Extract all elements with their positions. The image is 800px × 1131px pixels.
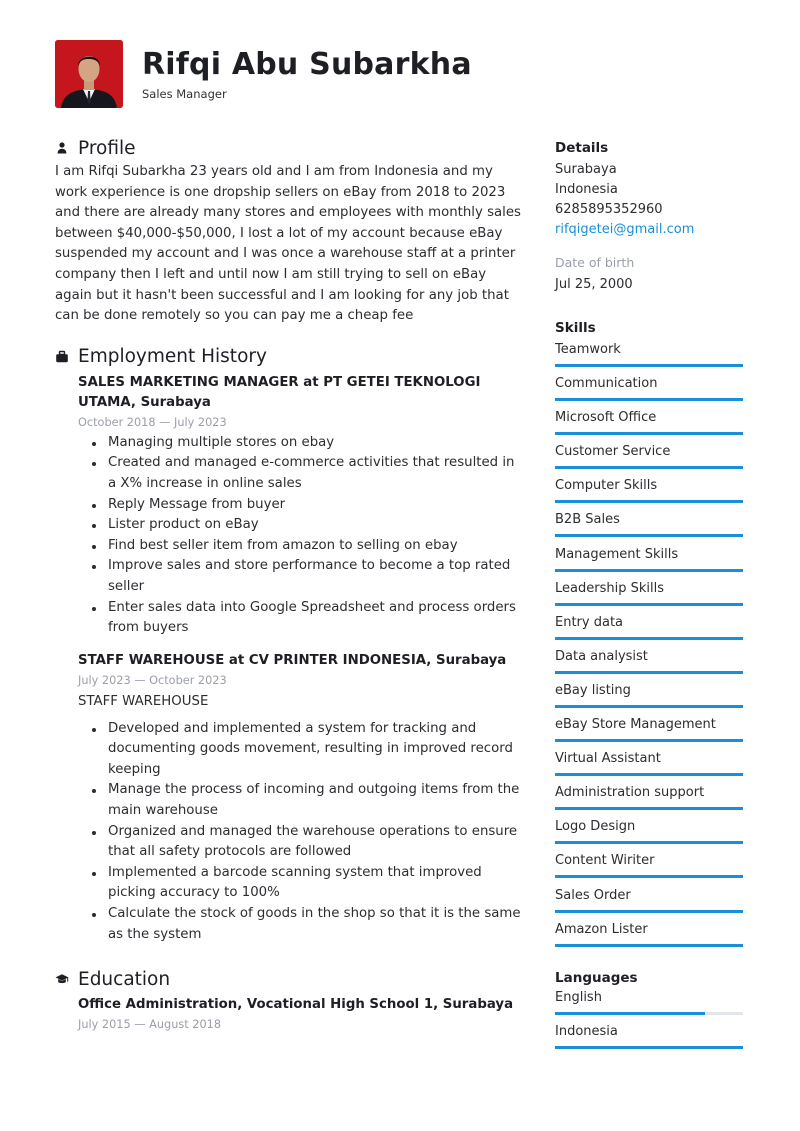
dob-label: Date of birth	[555, 255, 635, 270]
language-label: Indonesia	[555, 1023, 618, 1039]
candidate-job-title: Sales Manager	[142, 87, 227, 101]
skill-label: Teamwork	[555, 342, 621, 357]
skills-list	[555, 340, 743, 954]
skill-label: Communication	[555, 376, 658, 392]
skill-bar	[555, 603, 743, 606]
skills-section	[555, 318, 743, 954]
languages-heading: Languages	[555, 969, 638, 986]
candidate-name: Rifqi Abu Subarkha	[142, 47, 472, 82]
skill-item	[555, 442, 743, 476]
languages-section	[555, 968, 743, 1056]
skill-bar	[555, 910, 743, 913]
dob-value: Jul 25, 2000	[555, 277, 633, 292]
skill-label: eBay Store Management	[555, 717, 716, 733]
skill-item	[555, 749, 743, 783]
skill-label: Logo Design	[555, 819, 636, 835]
list-item: Reply Message from buyer	[108, 495, 525, 516]
details-city: Surabaya	[555, 162, 617, 177]
profile-summary: I am Rifqi Subarkha 23 years old and I am from Indonesia and my work experience is one dropship sellers on eBay from 2018 to 2023 and there are already many stores and employees with monthly sales between $40,000-$50,000, I lost a lot of my account because eBay suspended my account and I was once a warehouse staff at a printer company then I left and until now I am still trying to sell on eBay again but it hasn't been successful and I am looking for any job that can be done remotely so you can pay me a cheap fee	[55, 164, 521, 324]
skill-item	[555, 817, 743, 851]
list-item: Lister product on eBay	[108, 515, 525, 536]
skill-label: Administration support	[555, 785, 705, 801]
skill-bar	[555, 671, 743, 674]
skill-item	[555, 374, 743, 408]
language-level-fill	[555, 1046, 743, 1049]
details-phone: 6285895352960	[555, 202, 663, 217]
employment-section	[55, 345, 525, 945]
employment-heading: Employment History	[78, 346, 267, 368]
skill-label: Management Skills	[555, 546, 679, 562]
skill-bar	[555, 569, 743, 572]
skill-item	[555, 408, 743, 442]
skill-item	[555, 579, 743, 613]
language-item	[555, 988, 743, 1022]
skill-label: Microsoft Office	[555, 410, 657, 426]
skill-label: Amazon Lister	[555, 921, 648, 937]
skill-bar	[555, 398, 743, 401]
list-item: Enter sales data into Google Spreadsheet and process orders from buyers	[108, 598, 525, 639]
skill-item	[555, 647, 743, 681]
skill-item	[555, 613, 743, 647]
job-title: SALES MARKETING MANAGER at PT GETEI TEKNOLOGI UTAMA, Surabaya	[78, 374, 481, 410]
list-item: Managing multiple stores on ebay	[108, 433, 525, 454]
skill-label: Customer Service	[555, 444, 671, 460]
skill-label: Computer Skills	[555, 478, 658, 494]
sidebar	[555, 138, 743, 1056]
skill-label: B2B Sales	[555, 512, 620, 528]
list-item: Developed and implemented a system for tracking and documenting goods movement, resulting in improved record keeping	[108, 719, 525, 781]
list-item: Created and managed e-commerce activities that resulted in a X% increase in online sales	[108, 453, 525, 494]
education-title: Office Administration, Vocational High School 1, Surabaya	[78, 997, 514, 1013]
list-item: Improve sales and store performance to become a top rated seller	[108, 556, 525, 597]
skill-bar	[555, 500, 743, 503]
person-icon	[55, 141, 69, 155]
list-item: Implemented a barcode scanning system that improved picking accuracy to 100%	[108, 863, 525, 904]
list-item: Manage the process of incoming and outgoing items from the main warehouse	[108, 780, 525, 821]
profile-section	[55, 136, 525, 327]
education-heading: Education	[78, 968, 171, 990]
briefcase-icon	[55, 350, 69, 364]
skill-bar	[555, 773, 743, 776]
skill-item	[555, 545, 743, 579]
profile-photo	[55, 40, 123, 108]
graduation-cap-icon	[55, 972, 69, 986]
details-email-link[interactable]: rifqigetei@gmail.com	[555, 222, 695, 237]
skill-label: Entry data	[555, 614, 624, 630]
skill-item	[555, 920, 743, 954]
details-section	[555, 138, 743, 295]
language-item	[555, 1022, 743, 1056]
skill-bar	[555, 841, 743, 844]
skill-item	[555, 510, 743, 544]
education-section	[55, 967, 525, 1033]
details-country: Indonesia	[555, 182, 618, 197]
skill-bar	[555, 364, 743, 367]
skill-label: Virtual Assistant	[555, 751, 661, 767]
job-bullets	[78, 719, 525, 946]
skill-bar	[555, 705, 743, 708]
skill-item	[555, 886, 743, 920]
skill-bar	[555, 807, 743, 810]
skill-label: Sales Order	[555, 887, 631, 903]
skill-item	[555, 340, 743, 374]
skill-bar	[555, 944, 743, 947]
list-item: Calculate the stock of goods in the shop so that it is the same as the system	[108, 904, 525, 945]
job-entry	[78, 651, 525, 946]
person-photo-icon	[55, 40, 123, 108]
job-bullets	[78, 433, 525, 639]
skill-item	[555, 783, 743, 817]
skill-bar	[555, 432, 743, 435]
job-dates: July 2023 — October 2023	[78, 673, 227, 687]
skill-item	[555, 715, 743, 749]
language-level-track	[555, 1046, 743, 1049]
main-column	[55, 136, 525, 1035]
job-dates: October 2018 — July 2023	[78, 415, 227, 429]
list-item: Organized and managed the warehouse operations to ensure that all safety protocols are followed	[108, 822, 525, 863]
education-entry	[78, 995, 525, 1033]
job-title: STAFF WAREHOUSE at CV PRINTER INDONESIA, Surabaya	[78, 652, 507, 668]
skill-label: Data analysist	[555, 648, 648, 664]
skill-item	[555, 681, 743, 715]
education-dates: July 2015 — August 2018	[78, 1018, 222, 1032]
job-subtitle: STAFF WAREHOUSE	[78, 693, 209, 709]
skill-label: eBay listing	[555, 682, 631, 698]
skill-bar	[555, 739, 743, 742]
language-level-fill	[555, 1012, 705, 1015]
job-entry	[78, 373, 525, 639]
language-label: English	[555, 989, 602, 1005]
skill-bar	[555, 534, 743, 537]
language-level-track	[555, 1012, 743, 1015]
skills-heading: Skills	[555, 320, 596, 336]
list-item: Find best seller item from amazon to selling on ebay	[108, 536, 525, 557]
skill-bar	[555, 466, 743, 469]
profile-heading: Profile	[78, 137, 136, 159]
details-heading: Details	[555, 140, 609, 156]
skill-label: Content Wiriter	[555, 853, 655, 869]
skill-item	[555, 476, 743, 510]
skill-item	[555, 851, 743, 885]
skill-label: Leadership Skills	[555, 580, 664, 596]
skill-bar	[555, 637, 743, 640]
skill-bar	[555, 875, 743, 878]
